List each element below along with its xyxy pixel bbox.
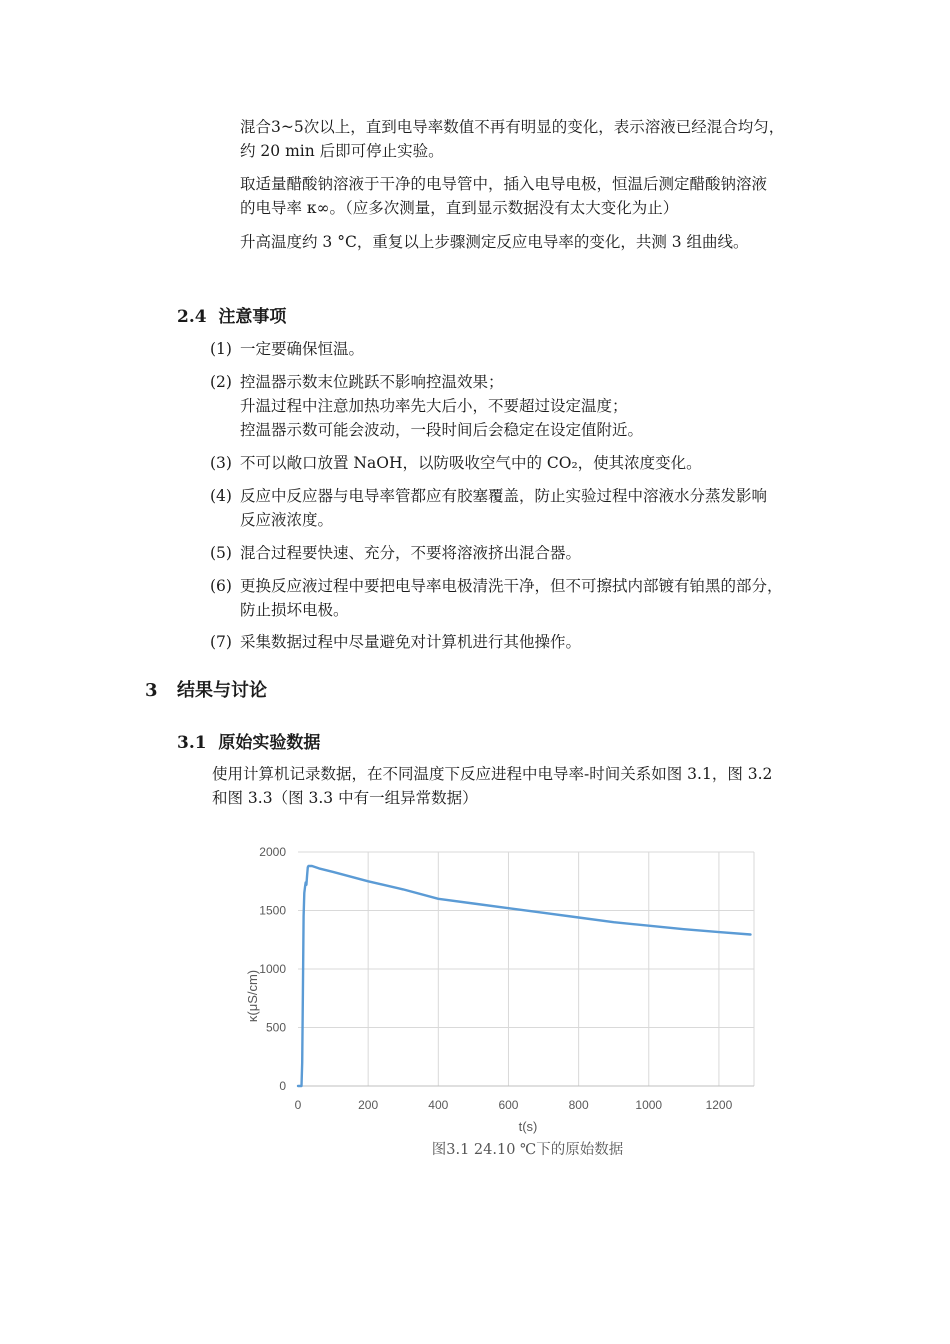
chart-series bbox=[298, 866, 751, 1086]
intro-p2-line2: 的电导率 κ∞。（应多次测量，直到显示数据没有太大变化为止） bbox=[240, 199, 679, 217]
section-3-1-number: 3.1 bbox=[177, 733, 207, 753]
section-2-4-heading bbox=[177, 302, 286, 327]
section-2-4-number: 2.4 bbox=[177, 307, 207, 327]
section-3-title: 结果与讨论 bbox=[177, 680, 267, 701]
list-item-1 bbox=[210, 337, 820, 361]
list-item-2 bbox=[210, 370, 820, 442]
y-tick-label: 1500 bbox=[259, 903, 286, 918]
intro-paragraph-2 bbox=[240, 172, 767, 220]
list-item-line: 反应中反应器与电导率管都应有胶塞覆盖，防止实验过程中溶液水分蒸发影响 bbox=[240, 487, 768, 505]
chart-svg bbox=[240, 836, 780, 1136]
list-item-line: 控温器示数末位跳跃不影响控温效果； bbox=[240, 373, 504, 391]
chart-ticks bbox=[259, 845, 732, 1112]
list-item-line: 反应液浓度。 bbox=[240, 511, 334, 529]
list-item-line: 一定要确保恒温。 bbox=[240, 340, 365, 358]
list-item-line: 更换反应液过程中要把电导率电极清洗干净，但不可擦拭内部镀有铂黑的部分， bbox=[240, 577, 783, 595]
x-tick-label: 600 bbox=[498, 1098, 519, 1112]
list-item-line: 不可以敞口放置 NaOH，以防吸收空气中的 CO₂，使其浓度变化。 bbox=[240, 454, 702, 472]
list-item-3 bbox=[210, 451, 820, 475]
list-item-line: 混合过程要快速、充分，不要将溶液挤出混合器。 bbox=[240, 544, 582, 562]
list-item-number: (2) bbox=[210, 373, 232, 391]
list-item-line: 控温器示数可能会波动，一段时间后会稳定在设定值附近。 bbox=[240, 421, 644, 439]
list-item-number: (4) bbox=[210, 487, 232, 505]
y-tick-label: 2000 bbox=[259, 845, 286, 859]
y-tick-label: 500 bbox=[265, 1020, 286, 1035]
list-item-6 bbox=[210, 574, 820, 622]
list-item-line: 升温过程中注意加热功率先大后小，不要超过设定温度； bbox=[240, 397, 628, 415]
series-line bbox=[298, 866, 751, 1086]
x-tick-label: 1200 bbox=[705, 1098, 733, 1112]
section-2-4-title: 注意事项 bbox=[218, 307, 287, 327]
section-3-1-title: 原始实验数据 bbox=[218, 733, 321, 753]
intro-paragraph-3: 升高温度约 3 °C，重复以上步骤测定反应电导率的变化，共测 3 组曲线。 bbox=[240, 233, 749, 251]
list-item-number: (5) bbox=[210, 544, 232, 562]
list-item-number: (7) bbox=[210, 633, 232, 651]
list-item-number: (1) bbox=[210, 340, 232, 358]
list-item-line: 采集数据过程中尽量避免对计算机进行其他操作。 bbox=[240, 633, 582, 651]
y-axis-label: κ(μS/cm) bbox=[245, 969, 260, 1023]
intro-p1-line2: 约 20 min 后即可停止实验。 bbox=[240, 142, 444, 160]
list-item-number: (3) bbox=[210, 454, 232, 472]
section-3-1-heading bbox=[177, 728, 320, 753]
intro-p2-line1: 取适量醋酸钠溶液于干净的电导管中，插入电导电极，恒温后测定醋酸钠溶液 bbox=[240, 175, 768, 193]
list-item-number: (6) bbox=[210, 577, 232, 595]
x-tick-label: 200 bbox=[358, 1098, 379, 1112]
conductivity-time-chart bbox=[240, 836, 780, 1136]
intro-paragraph-1 bbox=[240, 115, 784, 163]
intro-p1-line1: 混合3~5次以上，直到电导率数值不再有明显的变化，表示溶液已经混合均匀， bbox=[240, 118, 785, 136]
x-tick-label: 0 bbox=[294, 1098, 302, 1112]
list-item-4 bbox=[210, 484, 820, 532]
section-3-number: 3 bbox=[145, 680, 158, 701]
y-tick-label: 0 bbox=[279, 1079, 286, 1093]
x-axis-label: t(s) bbox=[518, 1119, 538, 1134]
figure-caption: 图3.1 24.10 ℃下的原始数据 bbox=[431, 1142, 624, 1158]
section-3-heading bbox=[145, 676, 267, 702]
x-tick-label: 1000 bbox=[635, 1098, 663, 1112]
chart-grid bbox=[298, 852, 754, 1086]
section-3-1-body-line2: 和图 3.3（图 3.3 中有一组异常数据） bbox=[212, 789, 478, 807]
list-item-line: 防止损坏电极。 bbox=[240, 601, 349, 619]
list-item-7 bbox=[210, 630, 820, 654]
x-tick-label: 400 bbox=[428, 1098, 449, 1112]
y-tick-label: 1000 bbox=[259, 962, 286, 976]
x-tick-label: 800 bbox=[568, 1098, 589, 1112]
list-item-5 bbox=[210, 541, 820, 565]
section-3-1-body-line1: 使用计算机记录数据，在不同温度下反应进程中电导率-时间关系如图 3.1，图 3.2 bbox=[212, 765, 773, 783]
section-3-1-body bbox=[212, 762, 772, 810]
